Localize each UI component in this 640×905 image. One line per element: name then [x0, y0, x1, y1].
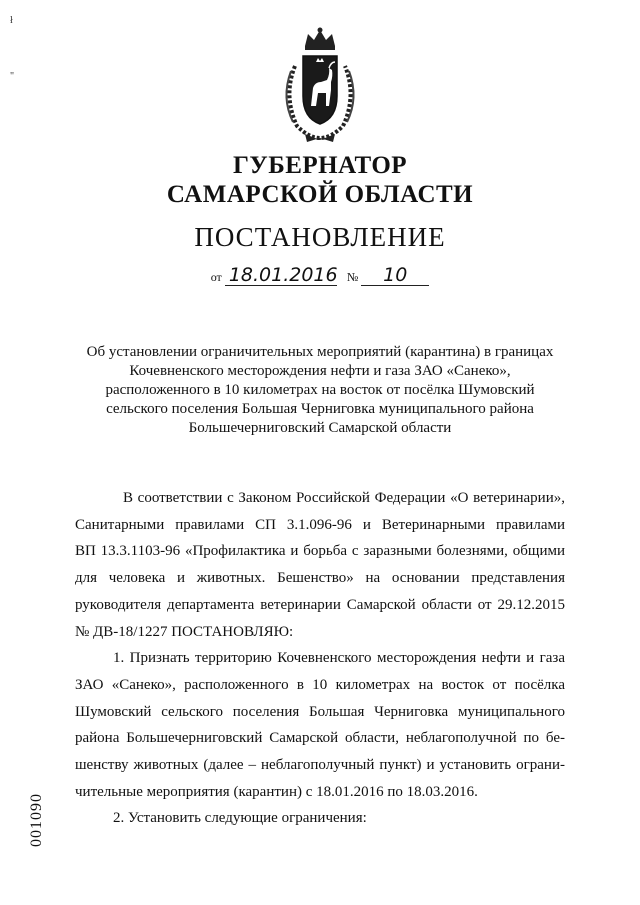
body-line: для человека и животных. Бешенство» на основании представления	[75, 570, 565, 587]
document-number: 10	[361, 265, 429, 286]
body-line: руководителя департамента ветеринарии Самарской области от 29.12.2015	[75, 596, 565, 613]
body-line: 1. Признать территорию Кочевненского месторождения нефти и газа	[113, 650, 565, 667]
body-line: № ДВ-18/1227 ПОСТАНОВЛЯЮ:	[75, 623, 294, 640]
header-title-line2: САМАРСКОЙ ОБЛАСТИ	[166, 181, 474, 208]
body-line: Санитарными правилами СП 3.1.096-96 и Ветеринарными правилами	[75, 516, 565, 533]
side-page-number: 001090	[28, 793, 45, 847]
body-line: района Большечерниговский Самарской области, неблагополучной по бе-	[75, 730, 565, 747]
body-line: чительные мероприятия (карантин) с 18.01.2016 по 18.03.2016.	[75, 783, 478, 800]
body-line: 2. Установить следующие ограничения:	[113, 810, 367, 827]
document-date: 18.01.2016	[225, 265, 337, 286]
corner-mark: ł "	[10, 15, 15, 82]
document-subject	[60, 343, 580, 438]
number-label: №	[346, 270, 359, 284]
subject-line: расположенного в 10 километрах на восток от посёлка Шумовский	[105, 382, 535, 398]
header-title-line1: ГУБЕРНАТОР	[232, 152, 408, 179]
subject-line: Об установлении ограничительных мероприятий (карантина) в границах	[86, 344, 554, 360]
samara-coat-of-arms-icon	[275, 26, 365, 144]
date-number-line	[0, 265, 640, 286]
document-body	[75, 485, 565, 832]
body-line: ВП 13.3.1103-96 «Профилактика и борьба с заразными болезнями, общими	[75, 543, 565, 560]
subject-line: Кочевненского месторождения нефти и газа ЗАО «Санеко»,	[129, 363, 511, 379]
body-line: Шумовский сельского поселения Большая Черниговка муниципального	[75, 703, 565, 720]
subject-line: сельского поселения Большая Черниговка муниципального района	[106, 401, 534, 417]
body-line: шенству животных (далее – неблагополучный пункт) и установить ограни-	[75, 757, 565, 774]
document-type: ПОСТАНОВЛЕНИЕ	[194, 222, 446, 252]
body-line: ЗАО «Санеко», расположенного в 10 километрах на восток от посёлка	[75, 676, 565, 693]
subject-line: Большечерниговский Самарской области	[188, 420, 452, 436]
date-from-label: от	[210, 270, 222, 284]
body-line: В соответствии с Законом Российской Федерации «О ветеринарии»,	[123, 490, 565, 506]
